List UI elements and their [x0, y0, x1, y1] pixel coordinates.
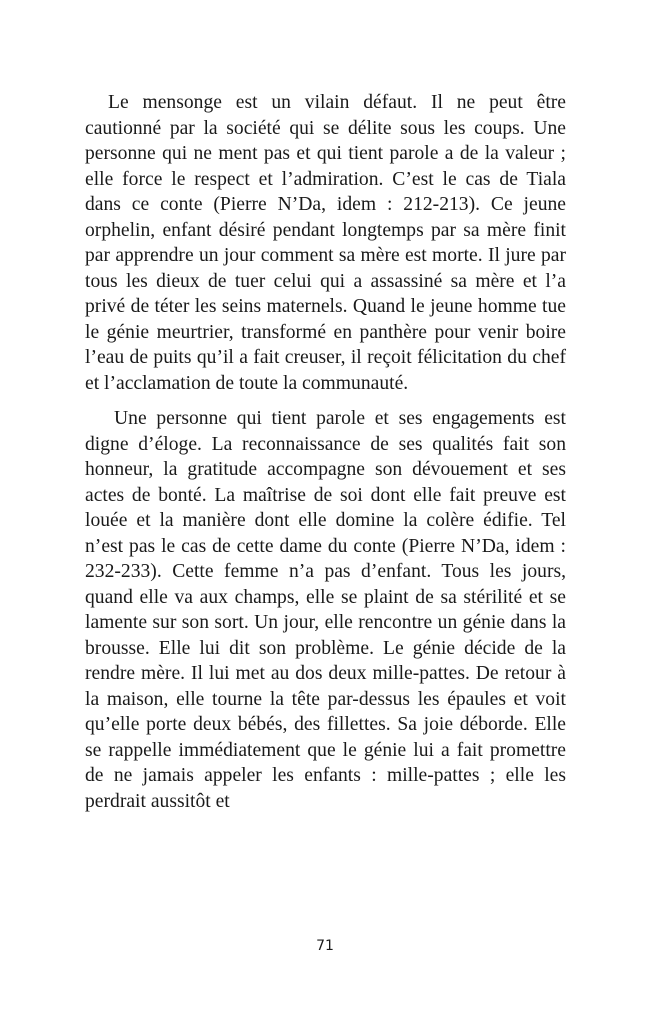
- paragraph-2: Une personne qui tient parole et ses engagements est digne d’éloge. La reconnaissance de ses qualités fait son honneur, la gratitude accompagne son dévouement et ses actes de bonté. La maîtrise de soi dont elle fait preuve est louée et la manière dont elle domine la colère édifie. Tel n’est pas le cas de cette dame du conte (Pierre N’Da, idem : 232-233). Cette femme n’a pas d’enfant. Tous les jours, quand elle va aux champs, elle se plaint de sa stérilité et se lamente sur son sort. Un jour, elle rencontre un génie dans la brousse. Elle lui dit son problème. Le génie décide de la rendre mère. Il lui met au dos deux mille-pattes. De retour à la maison, elle tourne la tête par-dessus les épaules et voit qu’elle porte deux bébés, des fillettes. Sa joie déborde. Elle se rappelle immédiatement que le génie lui a fait promettre de ne jamais appeler les enfants : mille-pattes ; elle les perdrait aussitôt et: [85, 408, 566, 812]
- body-text: [85, 90, 566, 814]
- paragraph-1: Le mensonge est un vilain défaut. Il ne peut être cautionné par la société qui se délite sous les coups. Une personne qui ne ment pas et qui tient parole a de la valeur ; elle force le respect et l’admiration. C’est le cas de Tiala dans ce conte (Pierre N’Da, idem : 212-213). Ce jeune orphelin, enfant désiré pendant longtemps par sa mère finit par apprendre un jour comment sa mère est morte. Il jure par tous les dieux de tuer celui qui a assassiné sa mère et l’a privé de téter les seins maternels. Quand le jeune homme tue le génie meurtrier, transformé en panthère pour venir boire l’eau de puits qu’il a fait creuser, il reçoit félicitation du chef et l’acclamation de toute la communauté.: [85, 92, 566, 394]
- page-number: 71: [316, 938, 334, 954]
